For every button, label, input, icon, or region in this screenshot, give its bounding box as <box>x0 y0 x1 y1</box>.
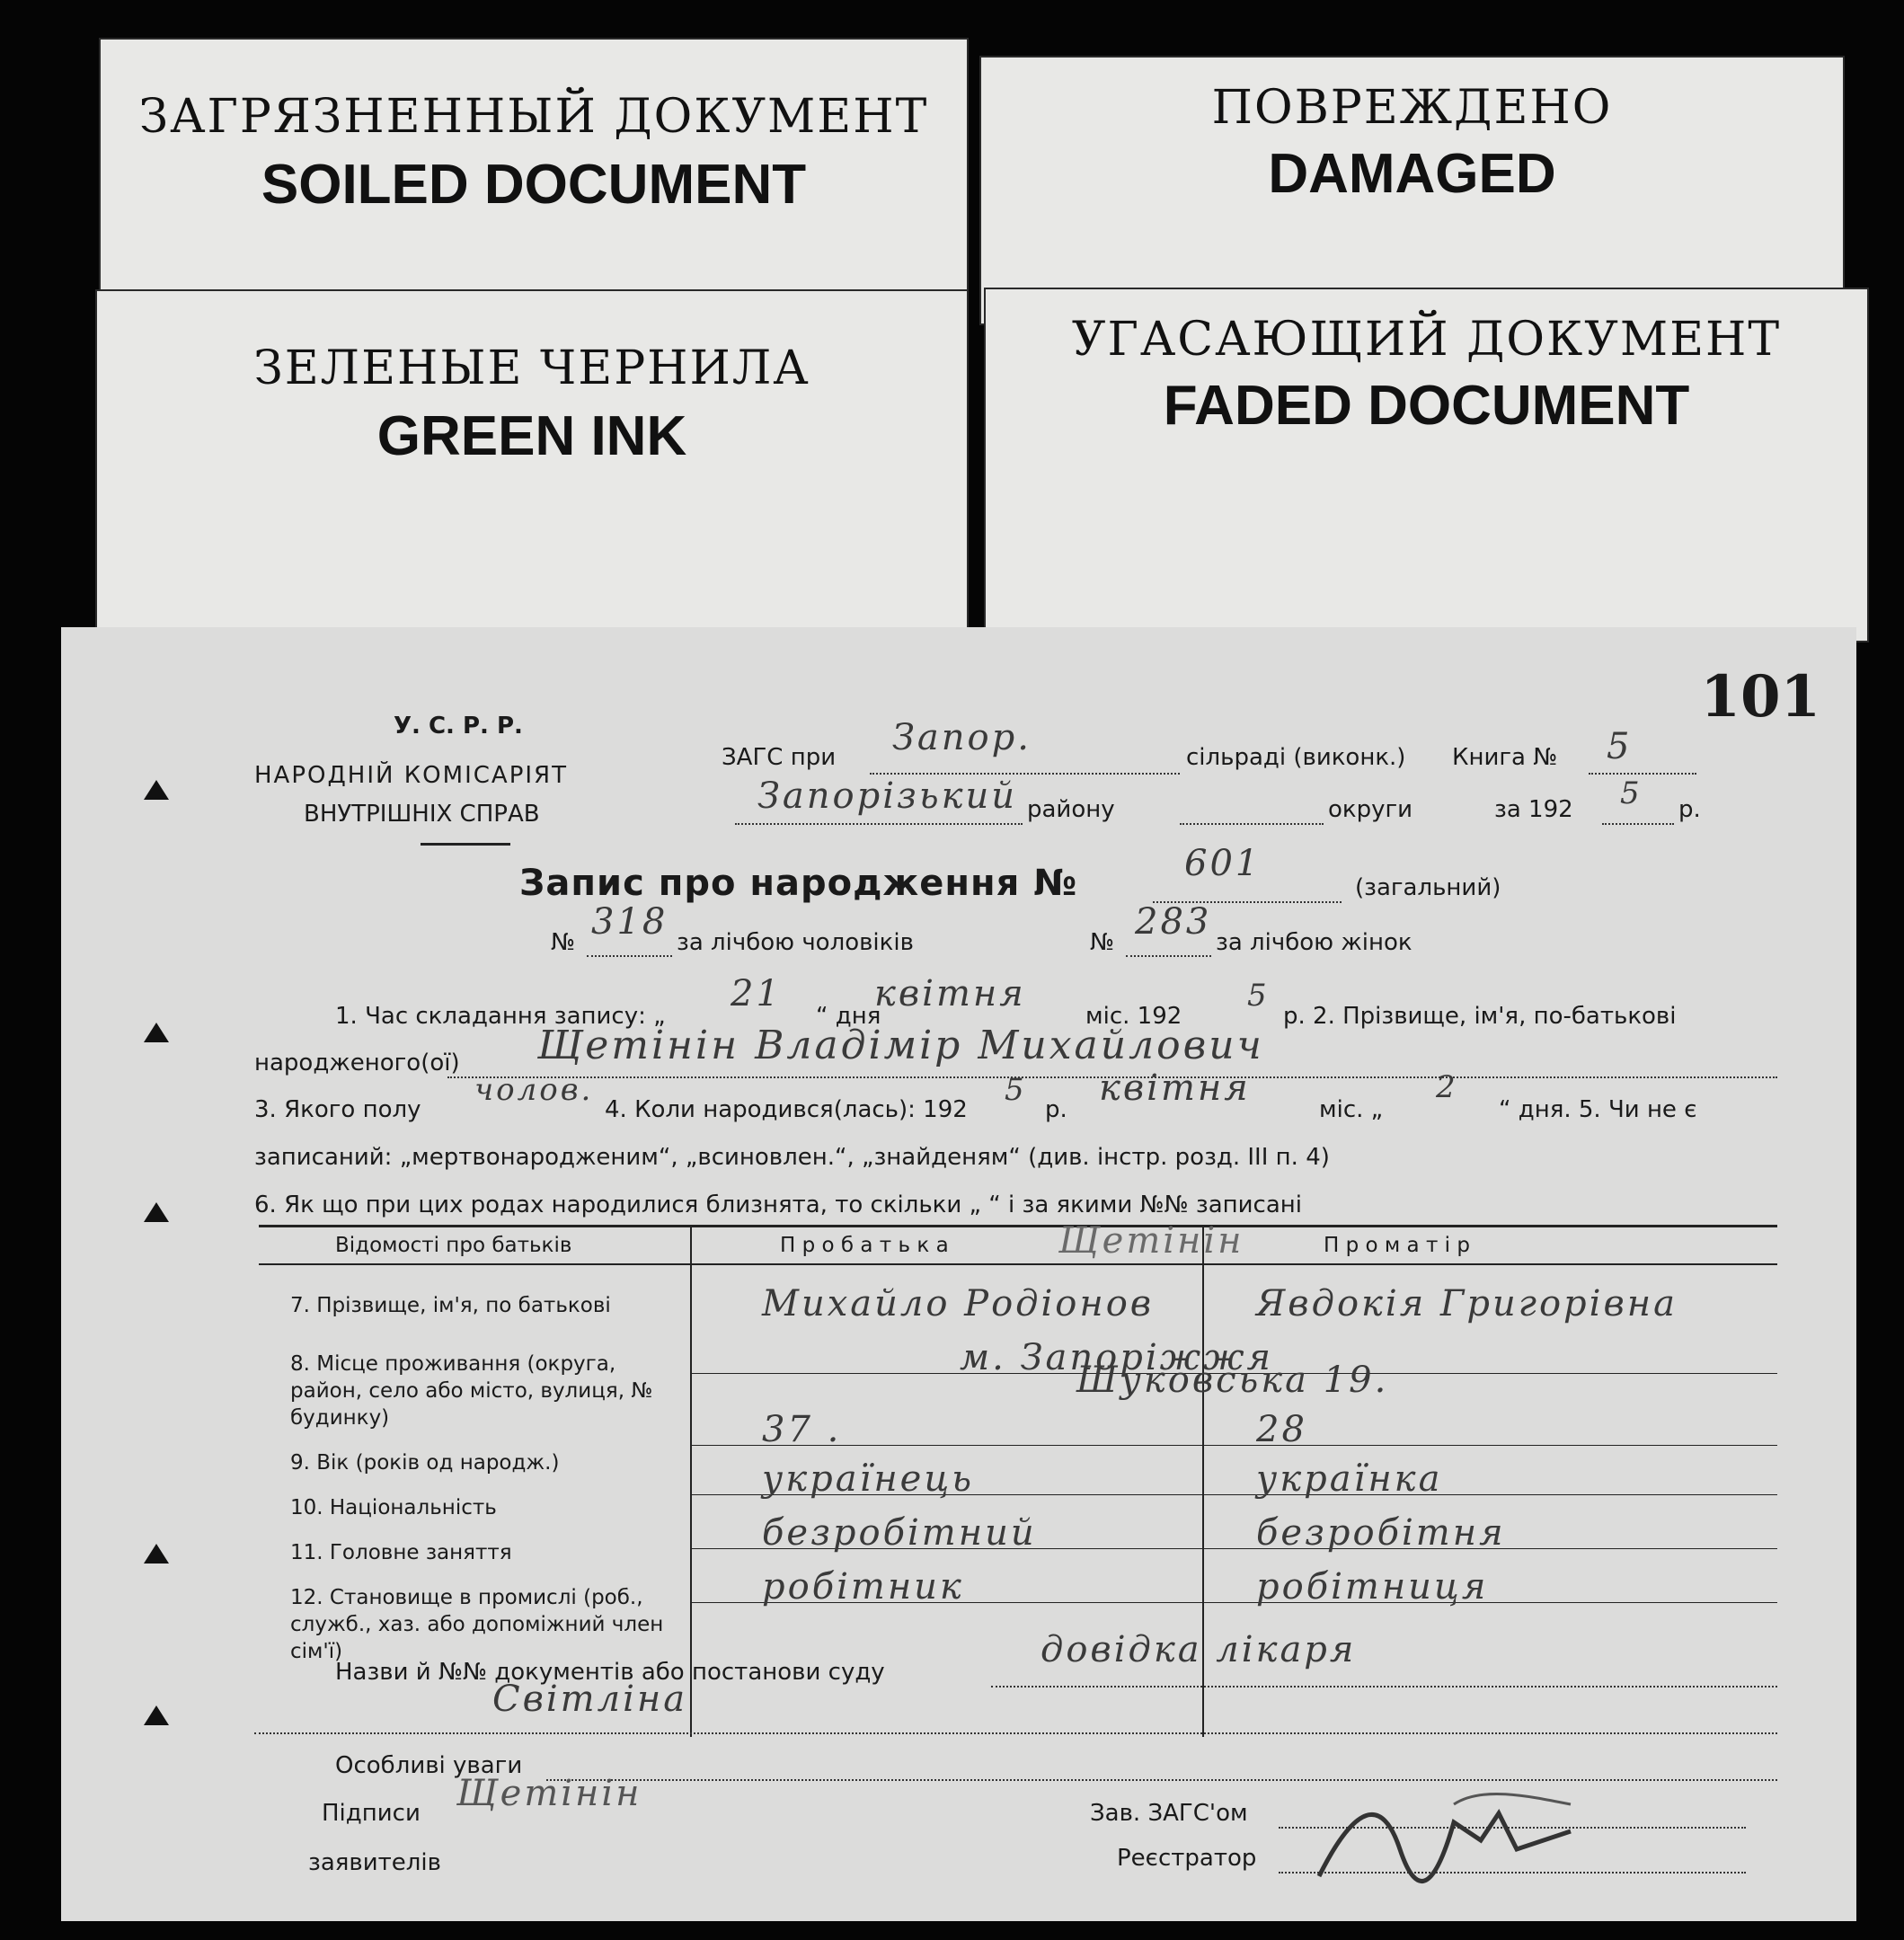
punch-hole <box>144 1705 169 1725</box>
male-count-label: за лічбою чоловіків <box>677 929 914 956</box>
mother-value: 28 <box>1256 1409 1307 1450</box>
commissariat-heading: НАРОДНІЙ КОМІСАРІЯТ <box>254 762 568 789</box>
remarks-line <box>546 1779 1777 1781</box>
signatures-label: Підписи <box>322 1800 421 1827</box>
line3-day: 2 <box>1436 1069 1458 1105</box>
silrada-label: сільраді (виконк.) <box>1186 744 1406 771</box>
mother-value: українка <box>1256 1458 1443 1500</box>
table-top-border <box>259 1225 1777 1227</box>
male-no-label: № <box>551 929 576 956</box>
page-number: 101 <box>1700 663 1820 731</box>
mother-value: Шуковська 19. <box>1076 1360 1389 1401</box>
table-header-border <box>259 1263 1777 1265</box>
line3-sex-label: 3. Якого полу <box>254 1096 421 1123</box>
general-label: (загальний) <box>1355 874 1501 901</box>
table-row-divider <box>690 1445 1777 1446</box>
punch-hole <box>144 1544 169 1564</box>
line1-year: 5 <box>1247 978 1270 1014</box>
line3-sex-value: чолов. <box>474 1072 594 1108</box>
book-value: 5 <box>1607 726 1633 767</box>
okrug-line <box>1180 823 1324 825</box>
table-row-label: 11. Головне заняття <box>290 1541 512 1564</box>
soiled-document-card <box>99 38 969 325</box>
father-value: 37 . <box>762 1409 842 1450</box>
line3-r: р. <box>1045 1096 1067 1123</box>
docs-value: довідка лікаря <box>1041 1629 1357 1670</box>
punch-hole <box>144 1023 169 1042</box>
surname-overlay: Щетінін <box>1058 1220 1244 1262</box>
male-number: 318 <box>591 901 669 943</box>
zags-value: Запор. <box>892 717 1032 758</box>
faded-en-label: FADED DOCUMENT <box>1163 375 1690 437</box>
applicant-signature: Щетінін <box>456 1773 642 1814</box>
year-label: за 192 <box>1494 796 1573 823</box>
zags-label: ЗАГС при <box>722 744 837 771</box>
district-line <box>735 823 1023 825</box>
line3-part-e: “ дня. 5. Чи не є <box>1499 1096 1697 1123</box>
record-number: 601 <box>1184 843 1262 884</box>
female-no-label: № <box>1090 929 1115 956</box>
docs-value-2: Світліна <box>492 1679 688 1720</box>
head-zags-label: Зав. ЗАГС'ом <box>1090 1800 1248 1827</box>
mother-value: Явдокія Григорівна <box>1256 1283 1678 1324</box>
damaged-ru-label: ПОВРЕЖДЕНО <box>1211 81 1613 135</box>
line2-label: народженого(ої) <box>254 1050 460 1076</box>
line1-part-c: міс. 192 <box>1085 1003 1182 1030</box>
birth-record-form <box>61 627 1856 1921</box>
punch-hole <box>144 1202 169 1222</box>
okrug-label: округи <box>1328 796 1413 823</box>
line3-year: 5 <box>1005 1072 1027 1108</box>
child-name: Щетінін Владімір Михайлович <box>537 1023 1264 1068</box>
line1-part-d: р. 2. Прізвище, ім'я, по-батькові <box>1283 1003 1677 1030</box>
line3-month: квітня <box>1099 1067 1251 1109</box>
faded-document-card <box>984 288 1869 642</box>
table-row-label: 10. Національність <box>290 1496 497 1519</box>
line1-month: квітня <box>874 973 1026 1014</box>
docs-line <box>991 1686 1777 1688</box>
green-ink-card <box>95 289 969 640</box>
col-mother-header: П р о м а т і р <box>1324 1234 1470 1257</box>
father-value: українець <box>762 1458 975 1500</box>
divider <box>421 843 510 846</box>
ussr-heading: У. С. Р. Р. <box>394 713 523 740</box>
soiled-ru-label: ЗАГРЯЗНЕННЫЙ ДОКУМЕНТ <box>138 90 929 144</box>
father-value: безробітний <box>762 1512 1037 1554</box>
male-no-line <box>587 955 672 957</box>
line3-mis: міс. „ <box>1319 1096 1384 1123</box>
book-label: Книга № <box>1452 744 1558 771</box>
year-line <box>1602 823 1674 825</box>
green-en-label: GREEN INK <box>376 405 687 467</box>
record-title: Запис про народження № <box>519 863 1078 904</box>
line1-day: 21 <box>731 973 782 1014</box>
table-row-label: 9. Вік (років од народж.) <box>290 1451 560 1475</box>
father-value: робітник <box>762 1566 964 1608</box>
col-info-header: Відомості про батьків <box>335 1234 572 1257</box>
damaged-en-label: DAMAGED <box>1268 143 1556 205</box>
soiled-en-label: SOILED DOCUMENT <box>261 154 807 216</box>
district-value: Запорізький <box>757 775 1018 817</box>
applicants-label: заявителів <box>308 1849 441 1876</box>
female-count-label: за лічбою жінок <box>1216 929 1413 956</box>
internal-affairs-heading: ВНУТРІШНІХ СПРАВ <box>304 801 540 828</box>
mother-value: безробітня <box>1256 1512 1506 1554</box>
father-value: Михайло Родіонов <box>762 1283 1155 1324</box>
book-line <box>1589 773 1696 775</box>
damaged-card <box>979 56 1845 325</box>
registrar-label: Реєстратор <box>1117 1845 1257 1872</box>
green-ru-label: ЗЕЛЕНЫЕ ЧЕРНИЛА <box>253 341 810 395</box>
mother-value: робітниця <box>1256 1566 1489 1608</box>
remarks-label: Особливі уваги <box>335 1752 523 1779</box>
punch-hole <box>144 780 169 800</box>
table-row-label: 12. Становище в промислі (роб., служб., хаз. або допоміжний член сім'ї) <box>290 1586 664 1663</box>
line3-born-label: 4. Коли народився(лась): 192 <box>605 1096 968 1123</box>
line1-part-b: “ дня <box>816 1003 881 1030</box>
registrar-signature <box>1301 1786 1625 1894</box>
col-father-header: П р о б а т ь к а <box>780 1234 949 1257</box>
year-suffix: р. <box>1678 796 1701 823</box>
line5-text: 6. Як що при цих родах народилися близнята, то скільки „ “ і за якими №№ записані <box>254 1191 1303 1218</box>
female-number: 283 <box>1135 901 1212 943</box>
zags-line <box>870 773 1180 775</box>
docs-label: Назви й №№ документів або постанови суду <box>335 1659 885 1686</box>
line1-part-a: 1. Час складання запису: „ <box>335 1003 666 1030</box>
father-value: м. Запоріжжя <box>960 1337 1274 1378</box>
table-row-label: 7. Прізвище, ім'я, по батькові <box>290 1294 611 1317</box>
docs-line-2 <box>254 1732 1777 1734</box>
faded-ru-label: УГАСАЮЩИЙ ДОКУМЕНТ <box>1071 313 1782 367</box>
year-value: 5 <box>1620 775 1643 811</box>
table-row-label: 8. Місце проживання (округа, район, село або місто, вулиця, № будинку) <box>290 1352 653 1430</box>
rayon-label: району <box>1027 796 1115 823</box>
line4-text: записаний: „мертвонародженим“, „всиновлен.“, „знайденям“ (див. інстр. розд. III п. 4) <box>254 1144 1330 1171</box>
female-no-line <box>1126 955 1211 957</box>
